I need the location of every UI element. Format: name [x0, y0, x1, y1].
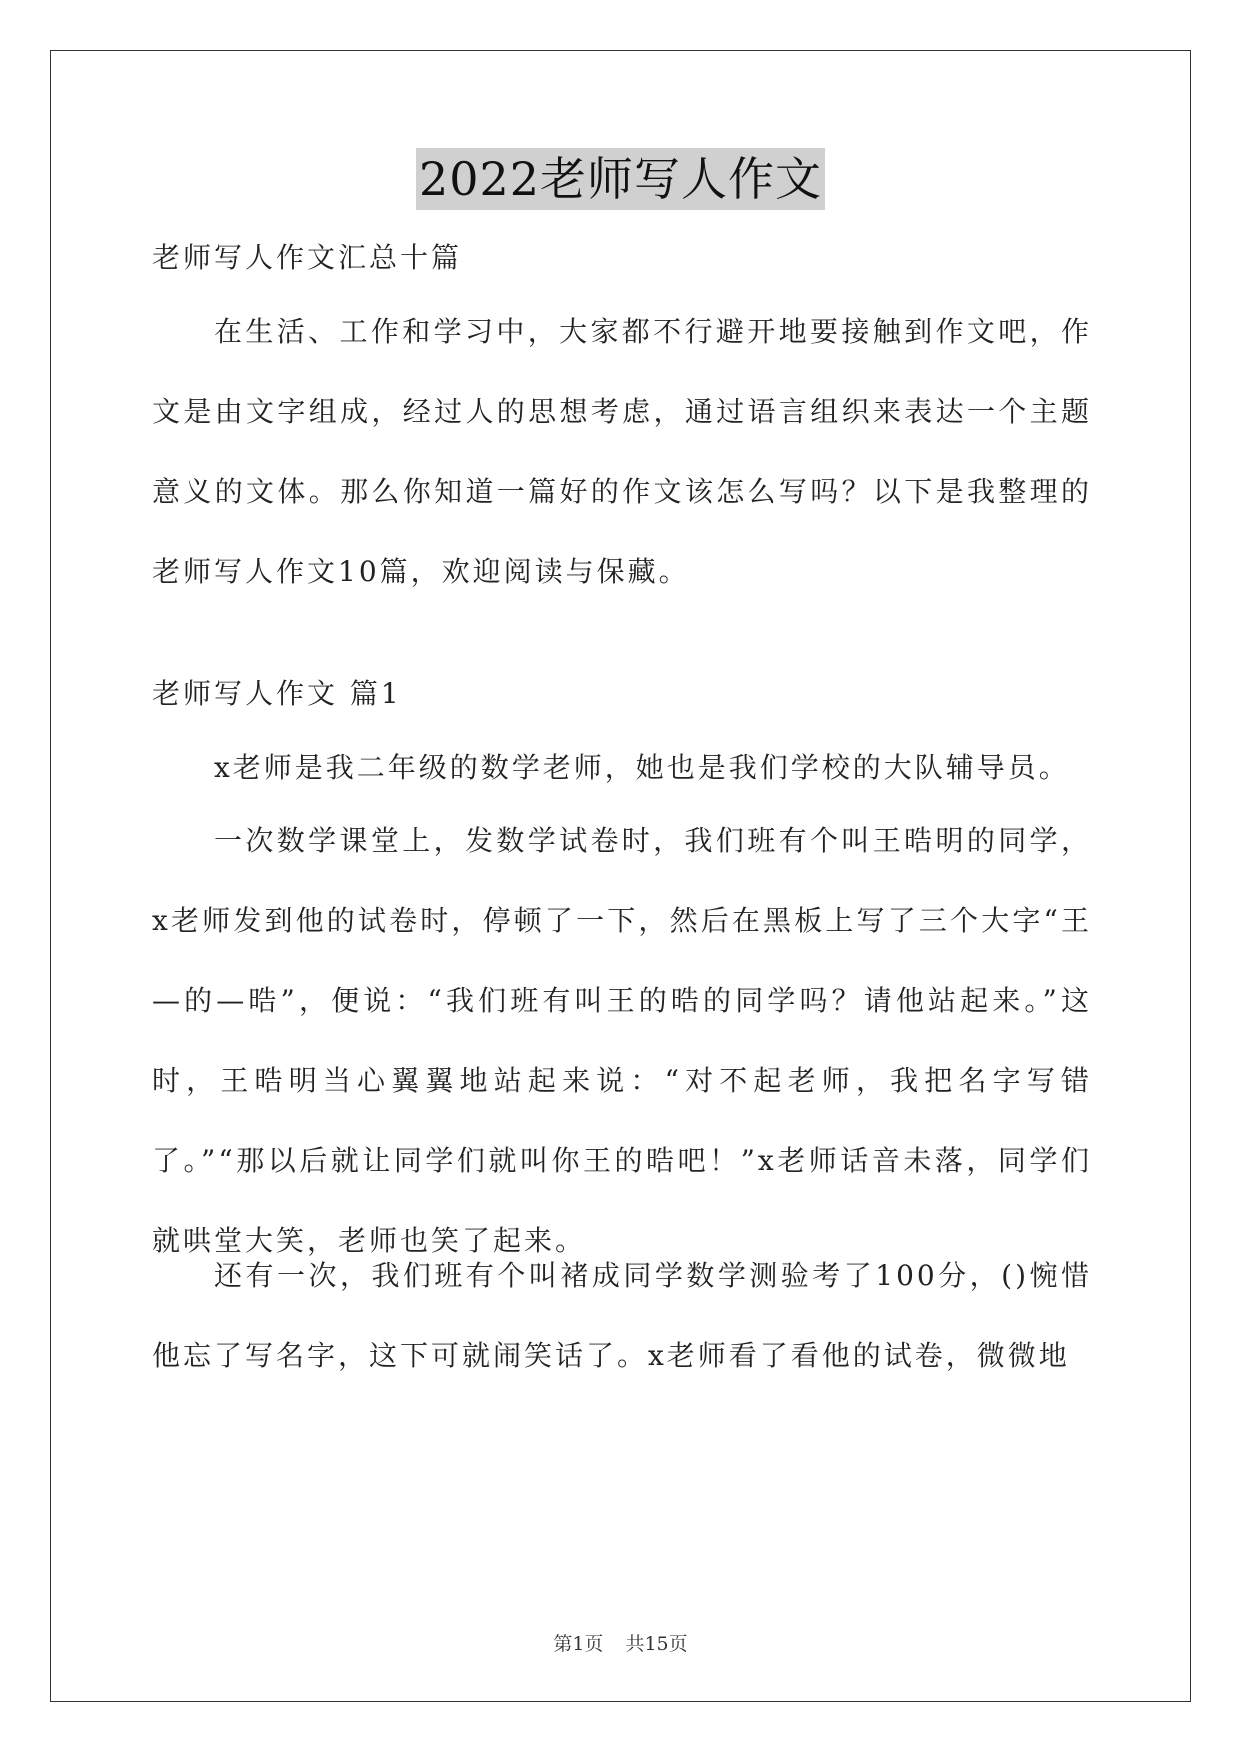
body-paragraph: x老师是我二年级的数学老师，她也是我们学校的大队辅导员。 — [214, 751, 1070, 784]
page-footer — [0, 1629, 1241, 1656]
total-pages: 共15页 — [625, 1633, 688, 1655]
intro-paragraph: 在生活、工作和学习中，大家都不行避开地要接触到作文吧，作文是由文字组成，经过人的思想考虑，通过语言组织来表达一个主题意义的文体。那么你知道一篇好的作文该怎么写吗？以下是我整理的老师写人作文10篇，欢迎阅读与保藏。 — [152, 315, 1092, 588]
page-number: 第1页 — [553, 1633, 604, 1655]
title-container — [0, 148, 1241, 210]
document-subtitle: 老师写人作文汇总十篇 — [152, 241, 463, 274]
document-title: 2022老师写人作文 — [416, 148, 825, 210]
body-paragraph: 还有一次，我们班有个叫褚成同学数学测验考了100分，()惋惜他忘了写名字，这下可就闹笑话了。x老师看了看他的试卷，微微地 — [152, 1259, 1092, 1372]
section-heading: 老师写人作文 篇1 — [152, 677, 402, 710]
body-paragraph: 一次数学课堂上，发数学试卷时，我们班有个叫王晧明的同学，x老师发到他的试卷时，停顿了一下，然后在黑板上写了三个大字“王—的—晧”，便说：“我们班有叫王的晧的同学吗？请他站起来。”这时，王晧明当心翼翼地站起来说：“对不起老师，我把名字写错了。”“那以后就让同学们就叫你王的晧吧！”x老师话音未落，同学们就哄堂大笑，老师也笑了起来。 — [152, 824, 1092, 1257]
